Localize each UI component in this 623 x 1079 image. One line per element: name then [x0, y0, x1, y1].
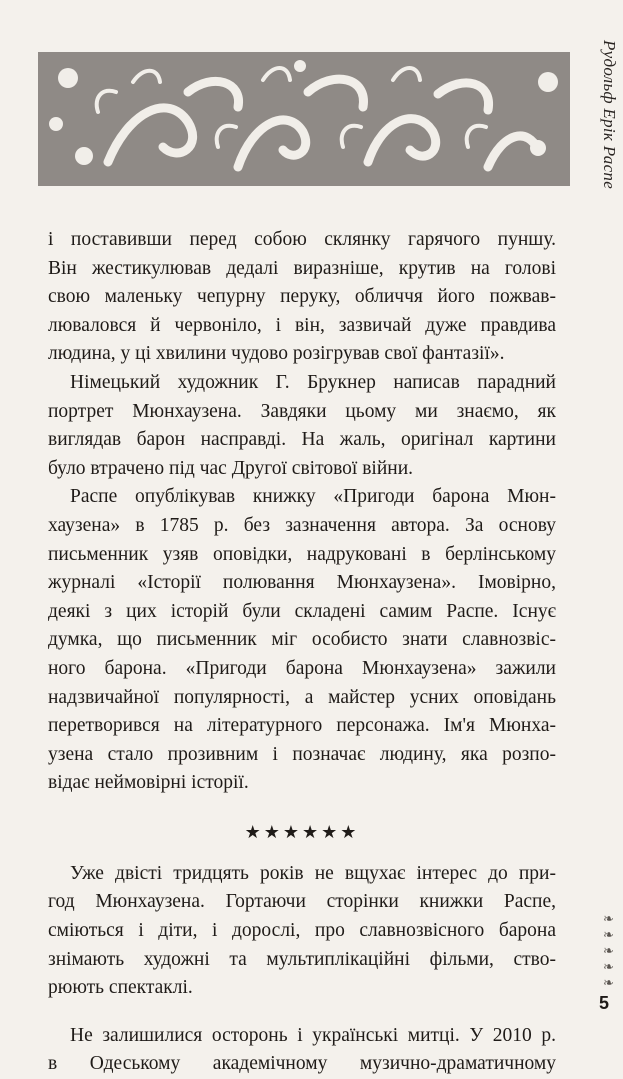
- text-line: людина, у ці хвилини чудово розігрував свої фантазії».: [48, 343, 505, 365]
- text-line: журналі «Історії полювання Мюнхаузена». Імовірно,: [48, 572, 556, 594]
- text-line: портрет Мюнхаузена. Завдяки цьому ми знаємо, як: [48, 400, 556, 422]
- text-line: Він жестикулював дедалі виразніше, крутив на голові: [48, 257, 556, 279]
- text-line: хаузена» в 1785 р. без зазначення автора. За основу: [48, 514, 556, 536]
- paragraph: [48, 369, 556, 483]
- text-line: люваловся й червоніло, і він, зазвичай дуже правдива: [48, 314, 556, 336]
- text-line: письменник узяв оповідки, надруковані в берлінському: [48, 543, 556, 565]
- text-line: виглядав барон насправді. На жаль, оригінал картини: [48, 429, 556, 451]
- paragraph: [48, 1022, 556, 1079]
- text-line: свою маленьку чепурну перуку, обличчя його пожвав-: [48, 286, 556, 308]
- text-line: відає неймовірні історії.: [48, 772, 249, 794]
- ornament-swirls: [38, 52, 570, 186]
- text-line: знімають художні та мультиплікаційні фільми, ство-: [48, 948, 556, 970]
- text-line: деякі з цих історій були складені самим Распе. Існує: [48, 600, 556, 622]
- text-line: було втрачено під час Другої світової війни.: [48, 457, 414, 479]
- text-line: сміються і діти, і дорослі, про славнозвісного барона: [48, 920, 556, 942]
- body-text: [48, 226, 556, 1079]
- page-number: 5: [598, 993, 609, 1013]
- side-decoration: ❧❧❧❧❧: [602, 912, 617, 992]
- decorative-header-ornament: [38, 52, 570, 186]
- text-line: год Мюнхаузена. Гортаючи сторінки книжки Распе,: [48, 891, 556, 913]
- text-line: Уже двісті тридцять років не вщухає інтерес до при-: [70, 862, 556, 884]
- text-line: надзвичайної популярності, а майстер усних оповідань: [48, 686, 556, 708]
- text-line: узена стало прозивним і позначає людину, яка розпо-: [48, 743, 556, 765]
- text-line: ного барона. «Пригоди барона Мюнхаузена» зажили: [48, 657, 556, 679]
- text-line: перетворився на літературного персонажа. Ім'я Мюнха-: [48, 715, 556, 737]
- text-line: думка, що письменник міг особисто знати славнозвіс-: [48, 629, 556, 651]
- text-line: рюють спектаклі.: [48, 977, 193, 999]
- paragraph: [48, 860, 556, 1003]
- paragraph: [48, 226, 556, 369]
- paragraph: [48, 483, 556, 798]
- text-line: Распе опублікував книжку «Пригоди барона Мюн-: [70, 486, 556, 508]
- text-line: і поставивши перед собою склянку гарячого пуншу.: [48, 229, 556, 250]
- text-line: Німецький художник Г. Брукнер написав парадний: [70, 371, 556, 393]
- text-line: Не залишилися осторонь і українські митці. У 2010 р.: [70, 1024, 556, 1046]
- section-separator: ★★★★★★: [244, 821, 360, 842]
- running-head-author: Рудольф Ерік Распе: [600, 40, 619, 190]
- text-line: в Одеському академічному музично-драматичному: [48, 1053, 556, 1075]
